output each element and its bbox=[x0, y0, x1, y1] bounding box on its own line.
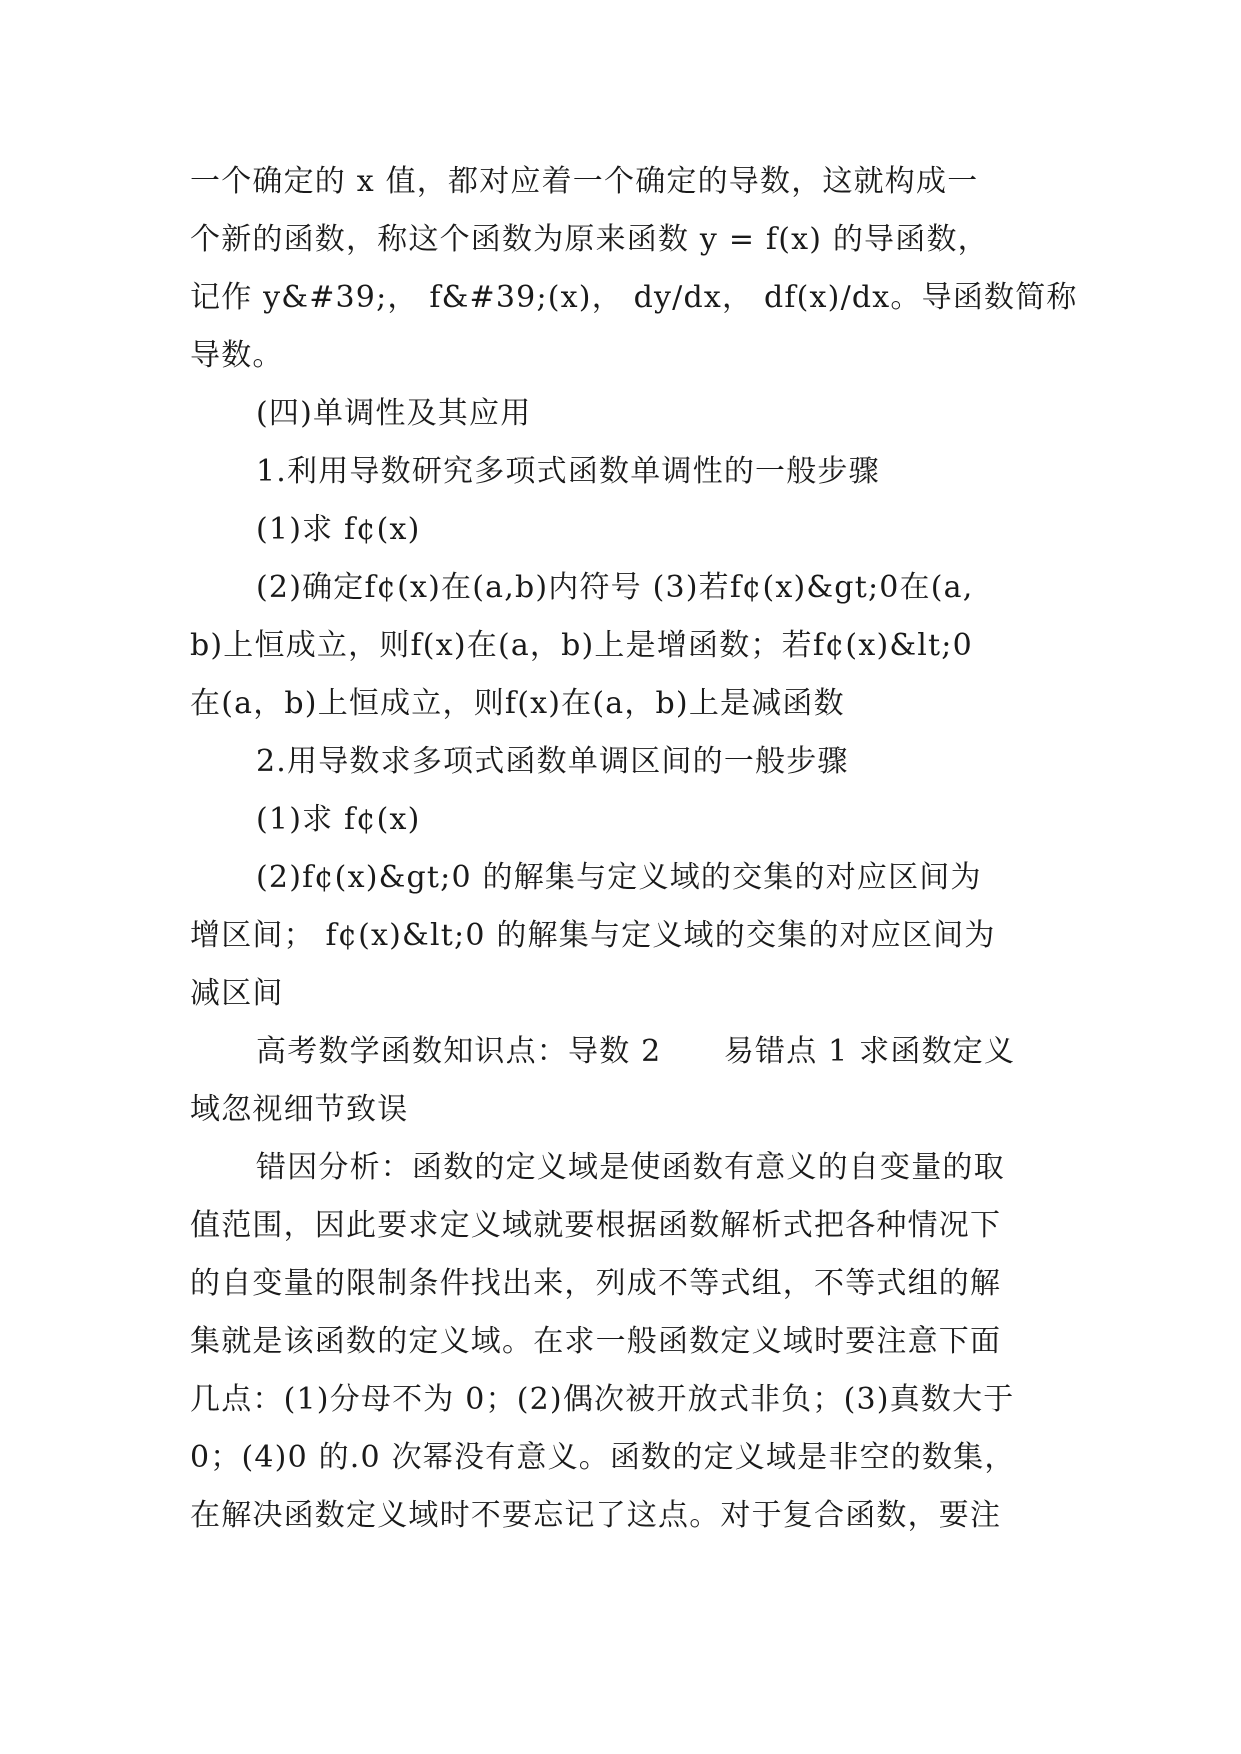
text-line: 值范围，因此要求定义域就要根据函数解析式把各种情况下 bbox=[190, 1208, 1002, 1243]
text-line: 在(a，b)上恒成立，则f(x)在(a，b)上是减函数 bbox=[190, 686, 845, 721]
text-line: 域忽视细节致误 bbox=[190, 1092, 409, 1127]
text-line: 错因分析：函数的定义域是使函数有意义的自变量的取 bbox=[256, 1150, 1005, 1185]
text-line: 1.利用导数研究多项式函数单调性的一般步骤 bbox=[256, 454, 880, 489]
text-line: (2)f¢(x)&gt;0 的解集与定义域的交集的对应区间为 bbox=[256, 860, 982, 895]
text-line: 0；(4)0 的.0 次幂没有意义。函数的定义域是非空的数集， bbox=[190, 1440, 1016, 1475]
text-line: 几点：(1)分母不为 0；(2)偶次被开放式非负；(3)真数大于 bbox=[190, 1382, 1015, 1417]
text-line: (2)确定f¢(x)在(a,b)内符号 (3)若f¢(x)&gt;0在(a, bbox=[256, 570, 974, 605]
section-heading: (四)单调性及其应用 bbox=[256, 396, 532, 431]
section-heading: 高考数学函数知识点：导数 2 易错点 1 求函数定义 bbox=[256, 1034, 1016, 1069]
text-line: 2.用导数求多项式函数单调区间的一般步骤 bbox=[256, 744, 849, 779]
text-line: (1)求 f¢(x) bbox=[256, 512, 421, 547]
text-line: 的自变量的限制条件找出来，列成不等式组，不等式组的解 bbox=[190, 1266, 1002, 1301]
text-line: 在解决函数定义域时不要忘记了这点。对于复合函数，要注 bbox=[190, 1498, 1002, 1533]
text-line: (1)求 f¢(x) bbox=[256, 802, 421, 837]
text-line: 集就是该函数的定义域。在求一般函数定义域时要注意下面 bbox=[190, 1324, 1002, 1359]
text-line: 个新的函数，称这个函数为原来函数 y = f(x) 的导函数， bbox=[190, 222, 989, 257]
text-line: 导数。 bbox=[190, 338, 284, 373]
text-line: 减区间 bbox=[190, 976, 284, 1011]
text-line: 增区间； f¢(x)&lt;0 的解集与定义域的交集的对应区间为 bbox=[190, 918, 996, 953]
text-line: 一个确定的 x 值，都对应着一个确定的导数，这就构成一 bbox=[190, 164, 979, 199]
text-line: b)上恒成立，则f(x)在(a，b)上是增函数；若f¢(x)&lt;0 bbox=[190, 628, 973, 663]
text-line: 记作 y&#39;， f&#39;(x)， dy/dx， df(x)/dx。导函数简称 bbox=[190, 280, 1078, 315]
